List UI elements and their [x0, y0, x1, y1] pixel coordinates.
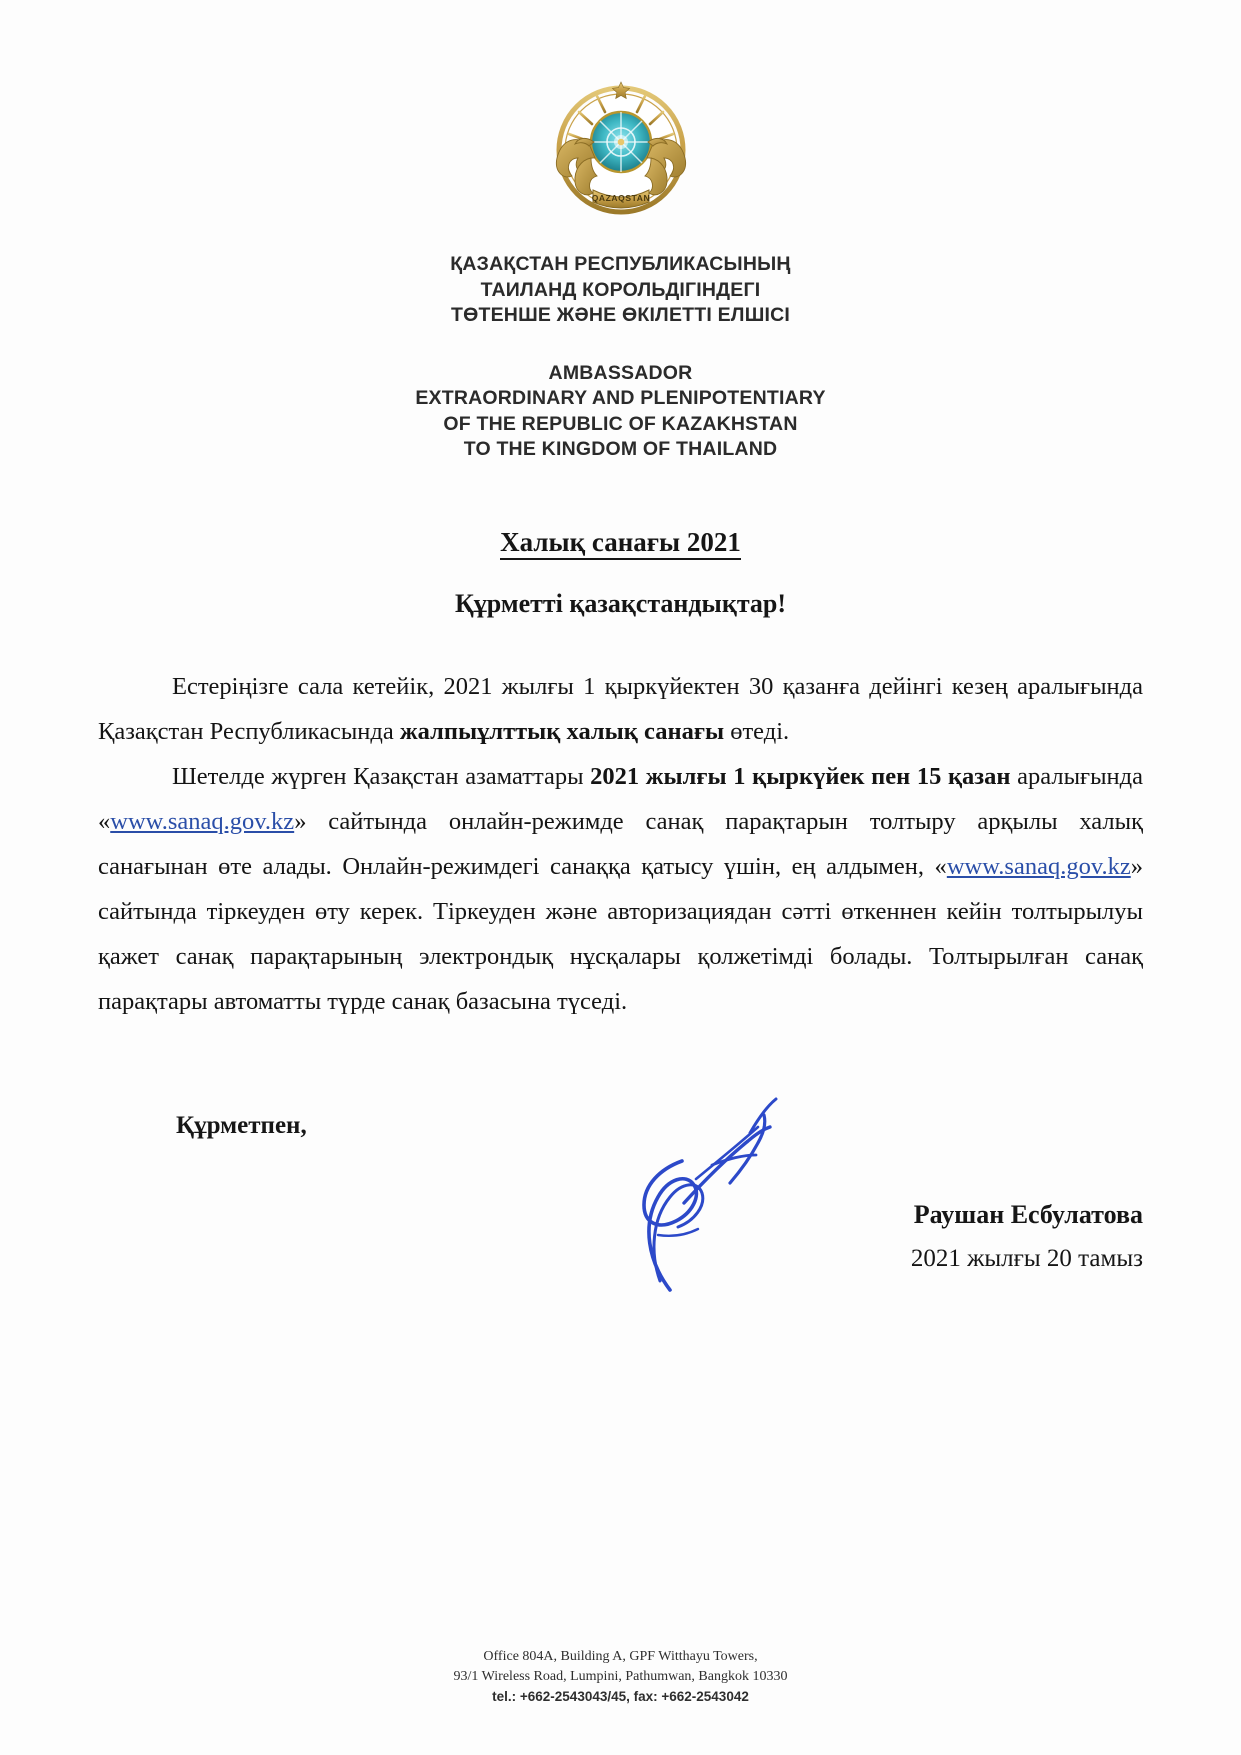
svg-text:QAZAQSTAN: QAZAQSTAN — [591, 193, 650, 203]
handwritten-signature — [600, 1085, 860, 1315]
footer-contact-line: tel.: +662-2543043/45, fax: +662-2543042 — [492, 1689, 749, 1704]
letterhead-english — [0, 361, 1241, 463]
letterhead-en-line-4: TO THE KINGDOM OF THAILAND — [463, 438, 778, 460]
footer-address-line-2: 93/1 Wireless Road, Lumpini, Pathumwan, Bangkok 10330 — [453, 1669, 788, 1684]
paragraph-1 — [98, 664, 1143, 754]
paragraph-2 — [98, 754, 1143, 1024]
letterhead-en-line-2: EXTRAORDINARY AND PLENIPOTENTIARY — [415, 387, 826, 409]
page-title — [0, 527, 1241, 558]
letterhead-kk-line-2: ТАИЛАНД КОРОЛЬДІГІНДЕГІ — [480, 278, 761, 301]
letterhead-en-line-3: OF THE REPUBLIC OF KAZAKHSTAN — [443, 412, 798, 435]
letterhead-kazakh — [0, 252, 1241, 329]
emblem-container — [0, 72, 1241, 224]
letterhead — [0, 252, 1241, 463]
page-title-text: Халық санағы 2021 — [500, 527, 741, 560]
p1-part1: Естеріңізге сала кетейік, 2021 жылғы 1 қыркүйектен 30 қазанға дейінгі кезең аралығында Қазақстан Республикасында — [98, 673, 1143, 745]
greeting-line: Құрметті қазақстандықтар! — [454, 589, 787, 618]
closing-salutation: Құрметпен, — [176, 1112, 307, 1139]
signer-date: 2021 жылғы 20 тамыз — [910, 1245, 1143, 1272]
p2-part4: » сайтында тіркеуден өту керек. Тіркеуден және авторизациядан сәтті өткеннен кейін толтырылуы қажет санақ парақтарының электрондық нұсқалары қолжетімді болады. Толтырылған санақ парақтары автоматты түрде санақ базасына түседі. — [98, 853, 1143, 1015]
footer-address-line-1: Office 804A, Building A, GPF Witthayu Towers, — [483, 1649, 758, 1664]
p2-part2: аралығында « — [98, 763, 1144, 835]
signer-name: Раушан Есбулатова — [913, 1200, 1143, 1229]
letterhead-en-line-1: AMBASSADOR — [548, 361, 693, 384]
letterhead-kk-line-3: ТӨТЕНШЕ ЖӘНЕ ӨКІЛЕТТІ ЕЛШІСІ — [450, 304, 791, 326]
p2-part1: Шетелде жүрген Қазақстан азаматтары — [172, 763, 591, 790]
p1-bold-census-phrase: жалпыұлттық халық санағы — [399, 718, 725, 745]
p1-part2: өтеді. — [724, 718, 790, 745]
p2-part3: » сайтында онлайн-режимде санақ парақтарын толтыру арқылы халық санағынан өте алады. Онлайн-режимдегі санаққа қатысу үшін, ең алдымен, « — [98, 808, 1143, 880]
p2-bold-dates: 2021 жылғы 1 қыркүйек пен 15 қазан — [590, 763, 1011, 790]
sanaq-link-2[interactable]: www.sanaq.gov.kz — [946, 853, 1131, 880]
letter-body — [98, 664, 1143, 1024]
coat-of-arms-icon — [545, 72, 697, 224]
sanaq-link-1[interactable]: www.sanaq.gov.kz — [110, 808, 295, 835]
letterhead-kk-line-1: ҚАЗАҚСТАН РЕСПУБЛИКАСЫНЫҢ — [450, 253, 791, 275]
page-footer — [0, 1647, 1241, 1707]
